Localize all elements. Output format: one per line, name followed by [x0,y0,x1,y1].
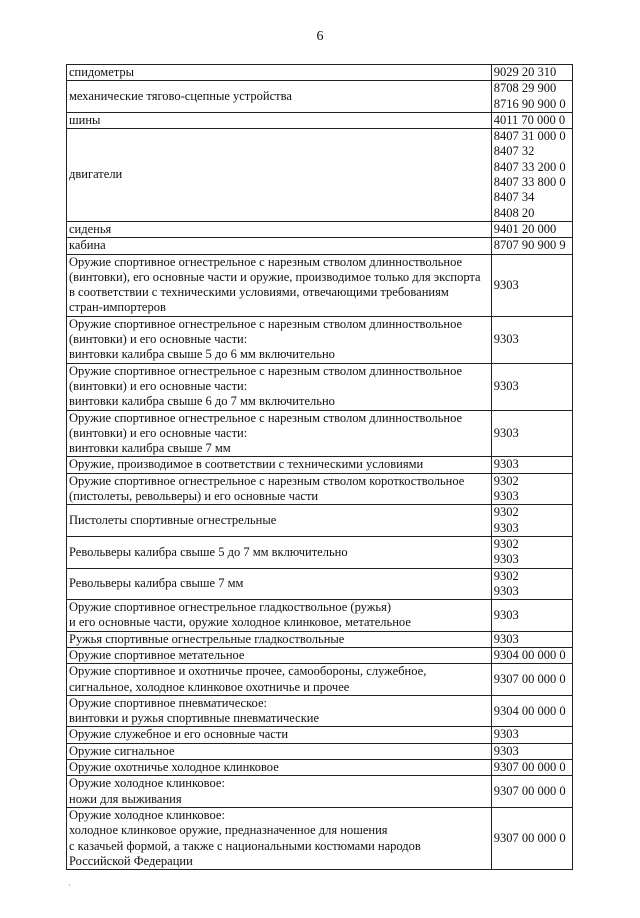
product-name-line: механические тягово-сцепные устройства [69,88,292,103]
product-name-cell [67,238,492,254]
product-name-line: Револьверы калибра свыше 7 мм [69,576,244,591]
tn-ved-code-cell [491,743,572,759]
tn-ved-code-cell [491,112,572,128]
product-name-cell [67,65,492,81]
tn-ved-code: 8407 31 000 0 [493,129,566,144]
table-row [67,473,573,505]
tn-ved-code-cell [491,505,572,537]
product-name-cell [67,316,492,363]
table-row [67,776,573,808]
product-name-line: сигнальное, холодное клинковое охотничье и прочее [69,679,350,694]
table-row [67,254,573,316]
product-name-cell [67,631,492,647]
tn-ved-code: 8408 20 [493,205,535,220]
product-name-line: (винтовки) и его основные части: [69,425,248,440]
tn-ved-code: 9302 [493,473,519,488]
product-name-line: шины [69,112,101,127]
product-name-cell [67,807,492,869]
table-row [67,600,573,632]
product-name-line: (пистолеты, револьверы) и его основные части [69,489,319,504]
product-name-line: Оружие спортивное огнестрельное с нарезным стволом короткоствольное [69,473,465,488]
product-name-line: Оружие спортивное огнестрельное с нарезным стволом длинноствольное [69,254,463,269]
product-name-line: и его основные части, оружие холодное клинковое, метательное [69,615,411,630]
codes-table-body [67,65,573,870]
tn-ved-code: 9307 00 000 0 [493,671,566,686]
tn-ved-code: 9303 [493,520,519,535]
tn-ved-code: 9303 [493,457,519,472]
tn-ved-code: 9401 20 000 [493,221,557,236]
tn-ved-code: 9303 [493,607,519,622]
table-row [67,631,573,647]
product-name-cell [67,760,492,776]
table-row [67,129,573,222]
tn-ved-code: 8407 32 [493,144,535,159]
table-row [67,221,573,237]
table-row [67,363,573,410]
product-name-line: в соответствии с техническими условиями, отвечающими требованиям [69,285,449,300]
tn-ved-code-cell [491,695,572,727]
product-name-line: Оружие спортивное и охотничье прочее, самообороны, служебное, [69,664,427,679]
tn-ved-code-cell [491,664,572,696]
tn-ved-code: 8407 33 800 0 [493,175,566,190]
product-name-cell [67,647,492,663]
tn-ved-code: 8708 29 900 [493,81,557,96]
tn-ved-code: 4011 70 000 0 [493,112,566,127]
product-name-cell [67,505,492,537]
table-row [67,664,573,696]
scan-mark: · [68,880,71,890]
tn-ved-code: 9303 [493,583,519,598]
product-name-line: Оружие, производимое в соответствии с техническими условиями [69,457,424,472]
tn-ved-code-cell [491,457,572,473]
product-name-cell [67,776,492,808]
product-name-line: спидометры [69,65,135,79]
product-name-line: (винтовки), его основные части и оружие, производимое только для экспорта [69,269,481,284]
tn-ved-code-cell [491,776,572,808]
product-name-cell [67,254,492,316]
tn-ved-code: 9029 20 310 [493,65,557,79]
product-name-line: (винтовки) и его основные части: [69,332,248,347]
product-name-line: стран-импортеров [69,300,166,315]
tn-ved-code-cell [491,410,572,457]
tn-ved-code: 9303 [493,378,519,393]
table-row [67,695,573,727]
page-number: 6 [316,29,324,44]
product-name-cell [67,600,492,632]
product-name-cell [67,221,492,237]
product-name-line: Оружие спортивное пневматическое: [69,695,267,710]
product-name-cell [67,727,492,743]
product-name-line: Оружие холодное клинковое: [69,807,225,822]
tn-ved-code: 9303 [493,277,519,292]
tn-ved-code: 9304 00 000 0 [493,647,566,662]
tn-ved-code: 9302 [493,536,519,551]
tn-ved-code: 9303 [493,332,519,347]
tn-ved-code: 9304 00 000 0 [493,703,566,718]
tn-ved-code: 8716 90 900 0 [493,96,566,111]
product-name-line: винтовки и ружья спортивные пневматические [69,711,320,726]
table-row [67,727,573,743]
product-name-line: Оружие охотничье холодное клинковое [69,760,279,775]
product-name-cell [67,112,492,128]
tn-ved-code: 8407 33 200 0 [493,159,566,174]
tn-ved-code-cell [491,568,572,600]
tn-ved-code-cell [491,81,572,113]
tn-ved-code-cell [491,129,572,222]
table-row [67,81,573,113]
product-name-line: винтовки калибра свыше 6 до 7 мм включительно [69,394,335,409]
table-row [67,65,573,81]
tn-ved-code: 9303 [493,727,519,742]
table-row [67,112,573,128]
product-name-line: с казачьей формой, а также с национальными костюмами народов [69,838,421,853]
tn-ved-code-cell [491,221,572,237]
table-row [67,647,573,663]
tn-ved-code-cell [491,473,572,505]
tn-ved-code-cell [491,316,572,363]
tn-ved-code: 9307 00 000 0 [493,784,566,798]
product-name-line: холодное клинковое оружие, предназначенное для ношения [69,823,388,838]
tn-ved-code: 9303 [493,552,519,567]
product-name-line: Оружие спортивное огнестрельное с нарезным стволом длинноствольное [69,410,463,425]
product-name-cell [67,363,492,410]
product-name-cell [67,743,492,759]
tn-ved-code-cell [491,760,572,776]
tn-ved-code-cell [491,536,572,568]
product-name-line: Оружие спортивное огнестрельное с нарезным стволом длинноствольное [69,316,463,331]
tn-ved-code: 9303 [493,489,519,504]
tn-ved-code-cell [491,631,572,647]
product-name-line: Оружие спортивное огнестрельное с нарезным стволом длинноствольное [69,363,463,378]
product-name-line: Оружие служебное и его основные части [69,727,289,742]
tn-ved-code-cell [491,807,572,869]
tn-ved-code: 9307 00 000 0 [493,830,566,845]
product-name-line: Оружие сигнальное [69,743,175,758]
tn-ved-code: 9303 [493,743,519,758]
tn-ved-code-cell [491,363,572,410]
tn-ved-code: 8707 90 900 9 [493,238,566,253]
product-name-line: Оружие холодное клинковое: [69,776,225,791]
product-name-line: двигатели [69,167,123,182]
product-name-cell [67,568,492,600]
product-name-line: Ружья спортивные огнестрельные гладкоствольные [69,631,345,646]
product-name-line: кабина [69,238,106,253]
product-name-cell [67,129,492,222]
tn-ved-code: 9302 [493,505,519,520]
product-name-line: Револьверы калибра свыше 5 до 7 мм включительно [69,544,348,559]
product-name-line: ножи для выживания [69,791,182,806]
table-row [67,807,573,869]
product-name-line: винтовки калибра свыше 5 до 6 мм включительно [69,347,335,362]
table-row [67,238,573,254]
product-name-cell [67,81,492,113]
product-name-cell [67,695,492,727]
table-row [67,536,573,568]
product-name-cell [67,410,492,457]
table-row [67,457,573,473]
product-name-line: Пистолеты спортивные огнестрельные [69,512,277,527]
product-name-line: сиденья [69,221,112,236]
table-row [67,743,573,759]
product-name-cell [67,664,492,696]
tn-ved-code-cell [491,254,572,316]
tn-ved-code: 9307 00 000 0 [493,760,566,775]
tn-ved-code-cell [491,600,572,632]
product-name-line: (винтовки) и его основные части: [69,378,248,393]
tn-ved-code: 9303 [493,631,519,646]
tn-ved-code-cell [491,238,572,254]
table-row [67,760,573,776]
product-name-line: Оружие спортивное метательное [69,647,245,662]
table-row [67,410,573,457]
tn-ved-code-cell [491,727,572,743]
tn-ved-code-cell [491,65,572,81]
table-row [67,505,573,537]
product-name-line: Оружие спортивное огнестрельное гладкоствольное (ружья) [69,600,392,615]
table-row [67,316,573,363]
product-name-line: винтовки калибра свыше 7 мм [69,441,231,456]
product-name-cell [67,536,492,568]
product-name-cell [67,457,492,473]
tn-ved-code: 8407 34 [493,190,535,205]
tn-ved-code: 9302 [493,568,519,583]
codes-table [66,64,573,870]
table-row [67,568,573,600]
tn-ved-code-cell [491,647,572,663]
tn-ved-code: 9303 [493,425,519,440]
product-name-cell [67,473,492,505]
product-name-line: Российской Федерации [69,853,193,868]
